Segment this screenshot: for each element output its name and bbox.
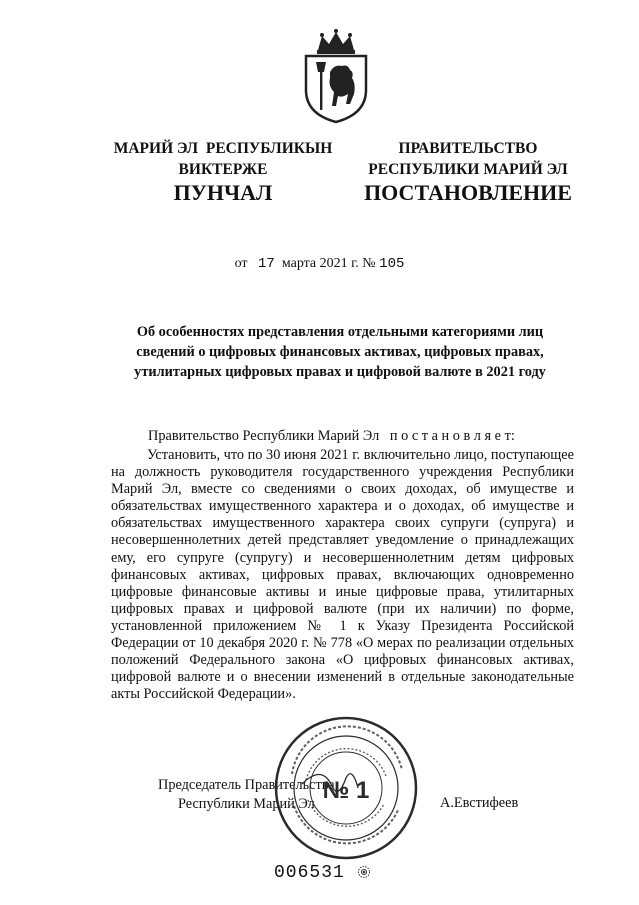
header-left-line2: ВИКТЕРЖЕ	[178, 161, 268, 178]
ornament-star-icon	[356, 864, 372, 880]
title-line3: утилитарных цифровых правах и цифровой валюте в 2021 году	[134, 364, 546, 380]
header-left-line1: МАРИЙ ЭЛ РЕСПУБЛИКЫН	[113, 140, 333, 157]
seal-number: № 1	[322, 777, 370, 804]
official-seal-stamp	[272, 714, 420, 862]
signature-position-line1: Председатель Правительства	[158, 777, 335, 793]
paragraph-text: Установить, что по 30 июня 2021 г. включительно лицо, поступающее на должность руководителя государственного учреждения Республики Марий Эл, вместе со сведениями о своих доходах, об имуществе и обязательствах имущественного характера и о доходах, об имуществе и обязательствах имущественного характера своих супруги (супруга) и несовершеннолетних детей представляет уведомление о принадлежащих ему, его супруге (супругу) и несовершеннолетним детям цифровых финансовых активах, цифровых правах, включающих одновременно цифровые финансовые активы и иные цифровые права, утилитарных цифровых правах и цифровой валюте (при их наличии) по форме, установленной приложением № 1 к Указу Президента Российской Федерации от 10 декабря 2020 г. № 778 «О мерах по реализации отдельных положений Федерального закона «О цифровых финансовых активах, цифровой валюте и о внесении изменений в отдельные законодательные акты Российской Федерации».	[111, 447, 574, 703]
document-type-right: ПОСТАНОВЛЕНИЕ	[364, 180, 572, 205]
document-type-left: ПУНЧАЛ	[173, 180, 273, 205]
date-day: 17	[258, 256, 275, 272]
header-left-block	[98, 138, 348, 180]
title-line1: Об особенностях представления отдельными категориями лиц	[136, 324, 544, 340]
date-prefix: от	[234, 256, 248, 271]
header-right-line1: ПРАВИТЕЛЬСТВО	[398, 140, 538, 157]
document-date-line	[0, 256, 639, 272]
document-title	[120, 322, 560, 382]
resolution-intro: Правительство Республики Марий Эл п о с т а н о в л я е т:	[148, 428, 515, 444]
coat-of-arms-emblem	[296, 28, 376, 124]
header-right-line2: РЕСПУБЛИКИ МАРИЙ ЭЛ	[368, 161, 568, 178]
signature-position-line2: Республики Марий Эл	[178, 796, 315, 812]
signatory-name: А.Евстифеев	[440, 795, 519, 811]
header-right-block	[356, 138, 580, 180]
date-month-year: марта 2021 г. №	[281, 256, 376, 271]
document-number: 105	[379, 256, 405, 272]
title-line2: сведений о цифровых финансовых активах, цифровых правах,	[136, 344, 544, 360]
resolution-paragraph	[111, 447, 574, 703]
serial-number: 006531	[274, 863, 345, 883]
